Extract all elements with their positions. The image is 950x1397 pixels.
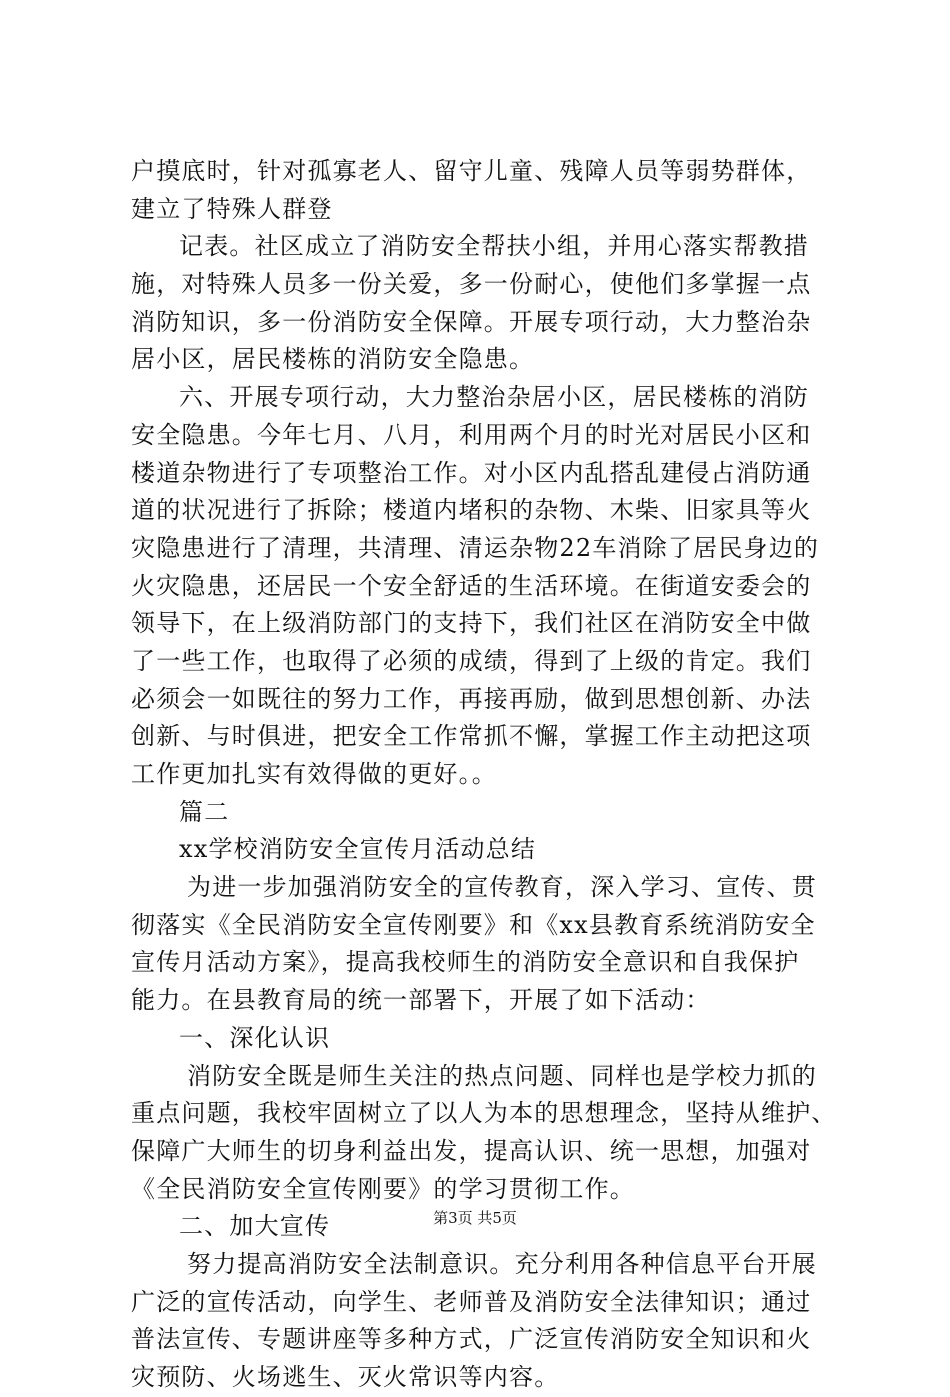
text-line: 安全隐患。今年七月、八月，利用两个月的时光对居民小区和 — [131, 420, 812, 449]
text-line: 火灾隐患，还居民一个安全舒适的生活环境。在街道安委会的 — [131, 571, 812, 600]
text-line: 广泛的宣传活动，向学生、老师普及消防安全法律知识；通过 — [131, 1287, 812, 1316]
text-line: 工作更加扎实有效得做的更好。。 — [131, 760, 497, 788]
text-line: 灾隐患进行了清理，共清理、清运杂物22车消除了居民身边的 — [131, 533, 820, 562]
text-line: 建立了特殊人群登 — [131, 194, 333, 223]
text-line: xx学校消防安全宣传月活动总结 — [179, 835, 537, 864]
page-footer: 第3页 共5页 — [433, 1209, 517, 1227]
text-line: 六、开展专项行动，大力整治杂居小区，居民楼栋的消防 — [179, 383, 809, 412]
text-line: 了一些工作，也取得了必须的成绩，得到了上级的肯定。我们 — [131, 646, 812, 675]
text-line: 宣传月活动方案》，提高我校师生的消防安全意识和自我保护 — [131, 948, 800, 977]
text-line: 能力。在县教育局的统一部署下，开展了如下活动： — [131, 986, 711, 1015]
text-line: 《全民消防安全宣传刚要》的学习贯彻工作。 — [131, 1174, 635, 1203]
text-line: 彻落实《全民消防安全宣传刚要》和《xx县教育系统消防安全 — [131, 910, 816, 939]
text-line: 消防知识，多一份消防安全保障。开展专项行动，大力整治杂 — [131, 307, 812, 336]
text-line: 二、加大宣传 — [179, 1212, 331, 1241]
text-line: 创新、与时俱进，把安全工作常抓不懈，掌握工作主动把这项 — [131, 722, 812, 751]
text-line: 普法宣传、专题讲座等多种方式，广泛宣传消防安全知识和火 — [131, 1325, 812, 1354]
text-line: 保障广大师生的切身利益出发，提高认识、统一思想，加强对 — [131, 1136, 812, 1165]
text-line: 记表。社区成立了消防安全帮扶小组，并用心落实帮教措 — [179, 232, 809, 261]
text-line: 居小区，居民楼栋的消防安全隐患。 — [131, 345, 535, 374]
text-line: 施，对特殊人员多一份关爱，多一份耐心，使他们多掌握一点 — [131, 270, 812, 299]
text-line: 努力提高消防安全法制意识。充分利用各种信息平台开展 — [187, 1249, 817, 1278]
text-line: 户摸底时，针对孤寡老人、留守儿童、残障人员等弱势群体， — [131, 157, 812, 185]
text-line: 楼道杂物进行了专项整治工作。对小区内乱搭乱建侵占消防通 — [131, 458, 812, 487]
text-line: 必须会一如既往的努力工作，再接再励，做到思想创新、办法 — [131, 684, 812, 713]
text-line: 篇二 — [179, 797, 230, 826]
text-line: 为进一步加强消防安全的宣传教育，深入学习、宣传、贯 — [187, 873, 817, 902]
text-line: 重点问题，我校牢固树立了以人为本的思想理念，坚持从维护、 — [131, 1099, 837, 1128]
text-line: 灾预防、火场逃生、灭火常识等内容。 — [131, 1363, 560, 1391]
text-line: 道的状况进行了拆除；楼道内堵积的杂物、木柴、旧家具等火 — [131, 496, 812, 525]
text-line: 消防安全既是师生关注的热点问题、同样也是学校力抓的 — [187, 1061, 817, 1090]
text-line: 领导下，在上级消防部门的支持下，我们社区在消防安全中做 — [131, 609, 812, 638]
text-line: 一、深化认识 — [179, 1023, 331, 1052]
